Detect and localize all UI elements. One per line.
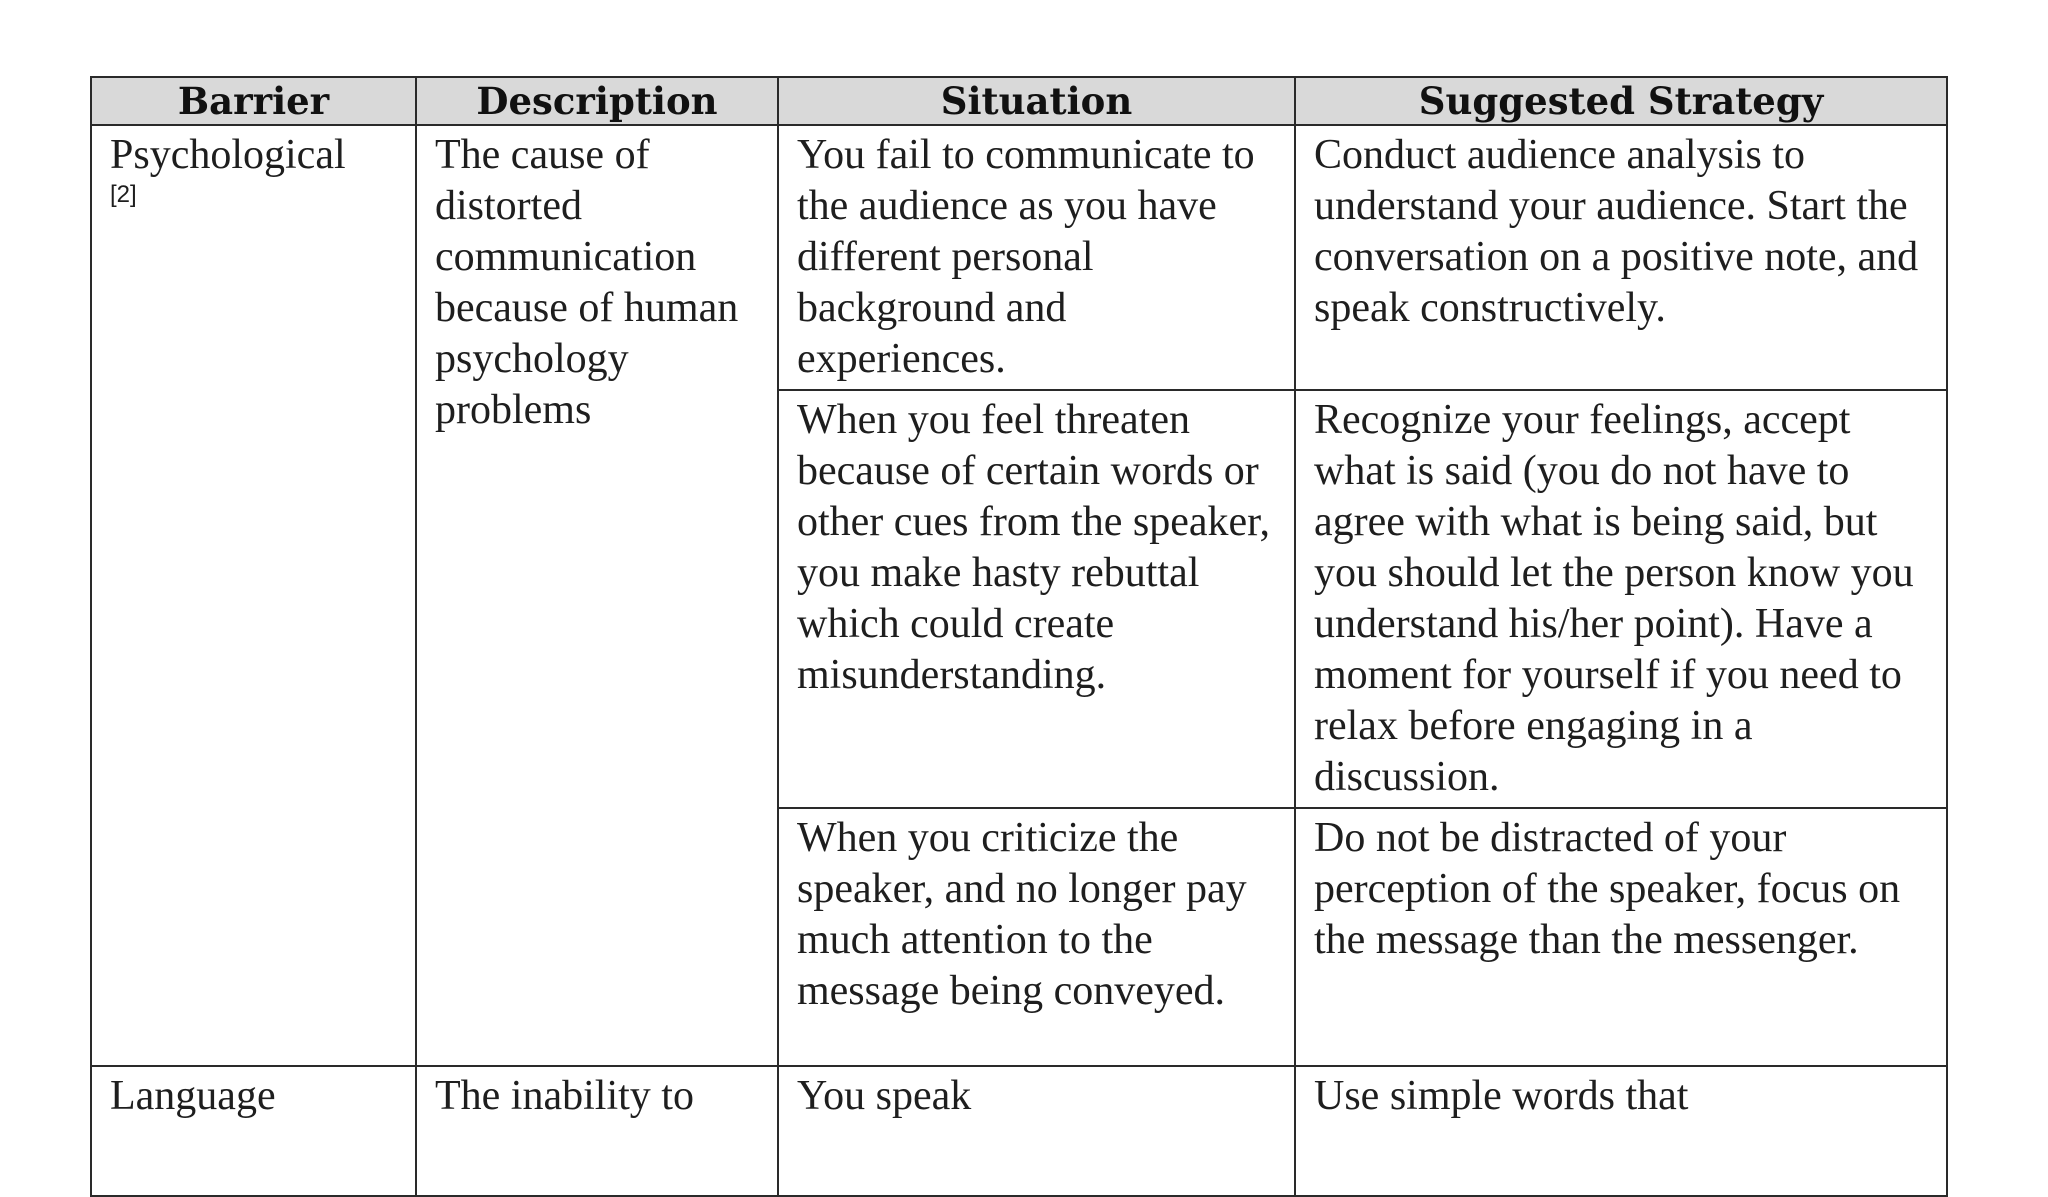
barrier-cell [91,125,416,1066]
table-row-partial [91,1066,1947,1196]
table-row [91,125,1947,390]
document-table-container [90,76,1946,1119]
strategy-cell-partial: Use simple words that [1295,1066,1947,1196]
situation-cell: When you feel threaten because of certain words or other cues from the speaker, you make hasty rebuttal which could create misunderstanding. [778,390,1295,808]
barriers-table [90,76,1948,1197]
strategy-cell: Recognize your feelings, accept what is said (you do not have to agree with what is being said, but you should let the person know you understand his/her point). Have a moment for yourself if you need to relax before engaging in a discussion. [1295,390,1947,808]
barrier-name: Psychological [110,132,346,178]
description-cell-partial: The inability to [416,1066,778,1196]
strategy-cell: Conduct audience analysis to understand your audience. Start the conversation on a positive note, and speak constructively. [1295,125,1947,390]
header-suggested-strategy: Suggested Strategy [1295,77,1947,125]
description-cell: The cause of distorted communication because of human psychology problems [416,125,778,1066]
strategy-cell: Do not be distracted of your perception of the speaker, focus on the message than the messenger. [1295,808,1947,1066]
situation-cell: You fail to communicate to the audience as you have different personal background and experiences. [778,125,1295,390]
barrier-cell-partial: Language [91,1066,416,1196]
situation-cell-partial: You speak [778,1066,1295,1196]
header-situation: Situation [778,77,1295,125]
citation-reference: [2] [110,181,137,208]
header-description: Description [416,77,778,125]
table-header-row [91,77,1947,125]
header-barrier: Barrier [91,77,416,125]
situation-cell: When you criticize the speaker, and no longer pay much attention to the message being conveyed. [778,808,1295,1066]
